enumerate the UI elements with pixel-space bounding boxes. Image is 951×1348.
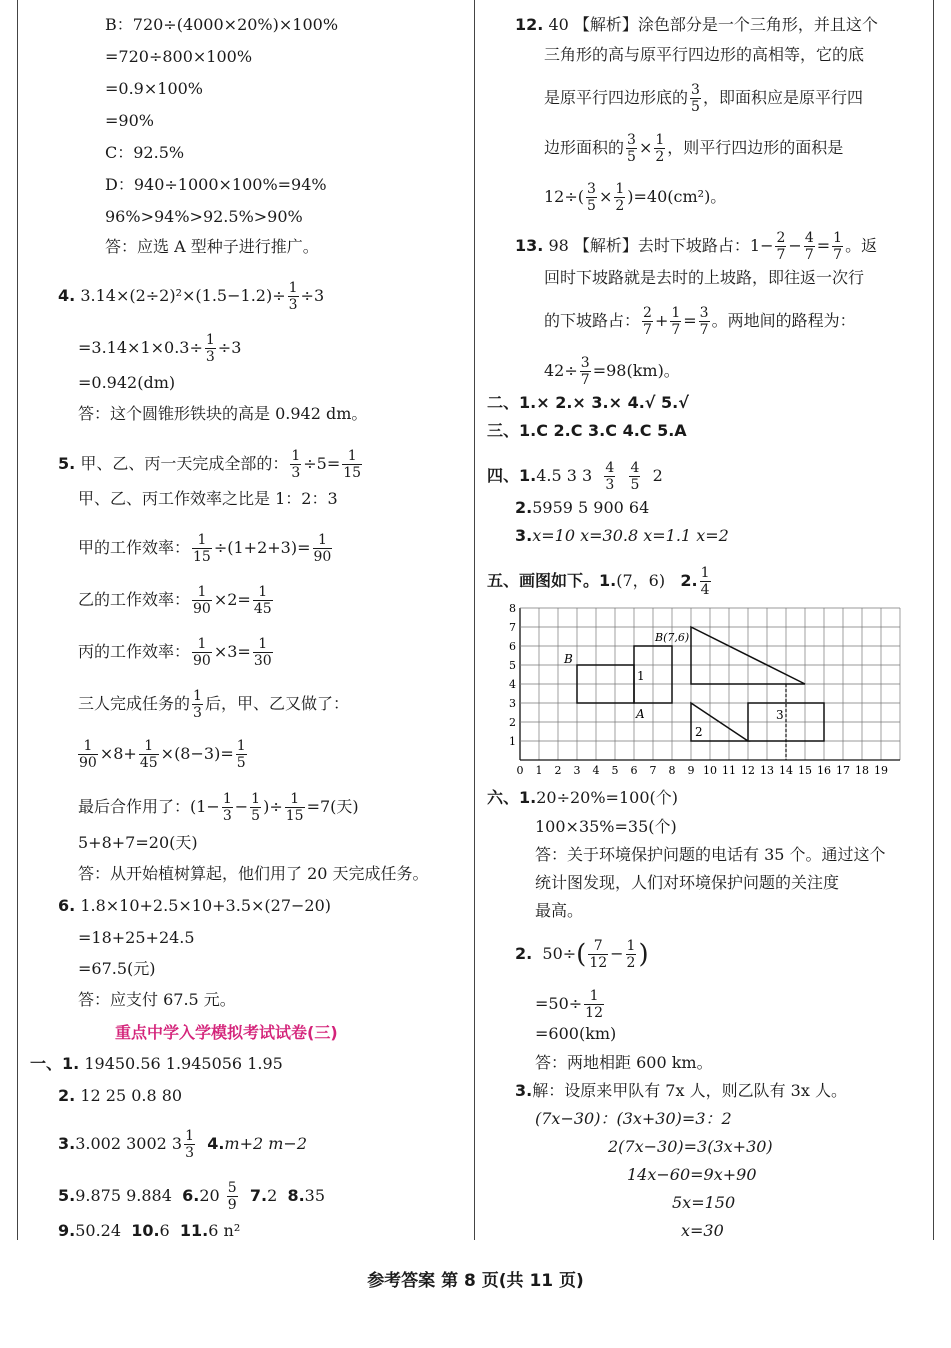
fraction: $\frac{1}{7}$ [671,305,681,338]
expr: = [683,311,697,330]
answer-line: 答：关于环境保护问题的电话有 35 个。通过这个 [535,845,886,864]
fraction: $\frac{1}{3}$ [222,791,232,824]
answer-values: x=10 x=30.8 x=1.1 x=2 [532,526,729,545]
x-tick-label: 9 [687,764,695,777]
expr: )÷ [263,797,283,816]
item-number: 3. [515,526,533,545]
question-6 [58,896,331,916]
answer-row-1 [30,1054,283,1074]
item-number: 11. [179,1221,209,1240]
answer-values: 19450.56 1.945056 1.95 [84,1054,283,1073]
expr: 后，甲、乙又做了： [204,694,349,713]
expr: ，即面积应是原平行四 [702,88,863,107]
text-line: 5+8+7=20(天) [78,833,198,852]
item-number: 2. [515,498,533,517]
fraction: $\frac{1}{90}$ [313,532,332,565]
x-tick-label: 13 [760,764,774,777]
expr: 的下坡路占： [544,311,641,330]
label-3: 3 [776,708,784,722]
answer-line: 统计图发现，人们对环境保护问题的关注度 [535,873,840,892]
item-number: 9. [58,1221,76,1240]
equation-line: 2(7x−30)=3(3x+30) [608,1137,773,1156]
x-tick-label: 10 [703,764,717,777]
y-tick-label: 2 [509,716,516,729]
text-line: 三角形的高与原平行四边形的高相等，它的底 [544,45,865,64]
question-4 [58,280,324,313]
expr: × [598,187,613,206]
expr: = [816,236,831,255]
y-tick-label: 4 [509,678,516,691]
text-line [544,132,843,165]
expr: 。返 [845,236,878,255]
expr: − [234,797,249,816]
fraction: $\frac{1}{15}$ [193,532,211,565]
answer-values: 6 [159,1221,170,1240]
answer-line: 答：应选 A 型种子进行推广。 [105,237,319,256]
expr: ，则平行四边形的面积是 [667,138,844,157]
item-number: 7. [249,1186,268,1205]
item-number: 5. [58,1186,76,1205]
explanation: 40 【解析】涂色部分是一个三角形，并且这个 [548,15,878,34]
fraction: $\frac{1}{7}$ [833,230,843,263]
label-2: 2 [695,725,703,739]
answer-values: 9.875 9.884 [75,1186,172,1205]
section-4-row-1 [487,460,663,493]
expr: ÷3 [300,286,325,305]
answer-values: 2 [267,1186,278,1205]
equation-line: x=30 [681,1221,724,1240]
fraction: $\frac{1}{3}$ [291,448,301,481]
x-tick-label: 15 [798,764,812,777]
section-6-q2: 2. 50÷( $\frac{7}{12}$ − $\frac{1}{2}$ ) [515,938,649,971]
text-line [78,584,275,617]
expr: ÷(1+2+3)= [213,538,311,557]
item-number: 3. [58,1134,76,1153]
section-3-answers: 三、1.C 2.C 3.C 4.C 5.A [487,421,687,440]
expr: 三人完成任务的 [78,694,191,713]
x-tick-label: 6 [630,764,638,777]
fraction: $\frac{3}{5}$ [627,132,636,165]
shape-rect-1 [577,646,672,703]
x-tick-label: 5 [611,764,619,777]
fraction: $\frac{1}{90}$ [193,584,211,617]
answer-row-3 [58,1128,307,1161]
grid-tick-labels [509,602,888,777]
fraction: $\frac{4}{3}$ [605,460,615,493]
text-line: 96%>94%>92.5%>90% [105,207,303,226]
answer-line: 答：两地相距 600 km。 [535,1053,713,1072]
x-tick-label: 12 [741,764,755,777]
expr: 1.8×10+2.5×10+3.5×(27−20) [80,896,332,915]
section-label: 一、 [30,1054,63,1073]
answer-row-5 [58,1180,325,1213]
expr: 边形面积的 [544,138,625,157]
expr: 。两地间的路程为： [711,311,856,330]
section-4-row-2 [515,498,649,518]
question-5 [58,448,364,481]
x-tick-label: 11 [722,764,736,777]
text-line [544,305,856,338]
fraction: $\frac{2}{7}$ [776,230,786,263]
x-tick-label: 1 [535,764,543,777]
expr: ÷5= [303,454,341,473]
answer-values: 5959 5 900 64 [532,498,650,517]
question-12 [515,15,878,35]
fraction: $\frac{3}{7}$ [699,305,709,338]
item-number: 2. [515,944,533,963]
label-a: A [636,707,645,721]
item-number: 2. [58,1086,76,1105]
text-line [76,738,249,771]
answer-line: 最高。 [535,901,584,920]
text-line: =67.5(元) [78,959,156,978]
fraction: $\frac{1}{2}$ [615,181,625,214]
answer-line: 答：从开始植树算起，他们用了 20 天完成任务。 [78,864,429,883]
answer-values: 50.24 [75,1221,122,1240]
expr: 98 【解析】去时下坡路占：1− [548,236,774,255]
answer-values: 6 n² [208,1221,241,1240]
y-tick-label: 5 [509,659,516,672]
expr: × [638,138,653,157]
expr: ×2= [213,590,251,609]
expr: ÷3 [217,338,242,357]
fraction: $\frac{3}{7}$ [580,355,590,388]
section-5-row [487,565,713,598]
expr: 是原平行四边形底的 [544,88,689,107]
section-label: 四、1. [487,466,537,485]
y-tick-label: 8 [509,602,516,615]
answer-values: 35 [304,1186,326,1205]
fraction: $\frac{1}{90}$ [79,738,97,771]
text-line: =18+25+24.5 [78,928,195,947]
paren: ) [638,939,649,970]
expr: ×(8−3)= [160,744,234,763]
x-tick-label: 2 [554,764,562,777]
x-tick-label: 19 [874,764,888,777]
question-number: 4. [58,286,76,305]
text-line: 100×35%=35(个) [535,817,677,836]
expr: 3.14×(2÷2)²×(1.5−1.2)÷ [80,286,286,305]
text-line: =600(km) [535,1024,617,1043]
expr: − [788,236,802,255]
paren: ( [576,939,587,970]
label-1: 1 [637,669,645,683]
x-tick-label: 4 [592,764,600,777]
text-line: 甲、乙、丙工作效率之比是 1：2：3 [78,489,338,508]
answer-values: 2 [652,466,663,485]
expr: 丙的工作效率： [78,642,191,661]
expr: 最后合作用了：(1− [78,797,220,816]
text-line [544,181,726,214]
fraction: $\frac{7}{12}$ [589,938,608,971]
expr: 乙的工作效率： [78,590,191,609]
x-tick-label: 8 [668,764,676,777]
fraction: $\frac{1}{3}$ [205,332,215,365]
question-13 [515,230,877,263]
question-number: 6. [58,896,76,915]
answer-values: 12 25 0.8 80 [80,1086,183,1105]
text-line: B：720÷(4000×20%)×100% [105,15,339,34]
expr: 甲的工作效率： [78,538,191,557]
fraction: $\frac{1}{12}$ [585,988,603,1021]
text-line [544,355,680,388]
fraction: $\frac{1}{15}$ [343,448,362,481]
fraction: $\frac{1}{3}$ [193,688,202,721]
expr: =7(天) [306,797,359,816]
fraction: $\frac{3}{5}$ [691,82,700,115]
fraction: $\frac{1}{2}$ [655,132,665,165]
text-line: D：940÷1000×100%=94% [105,175,327,194]
x-tick-label: 14 [779,764,793,777]
text-line [78,332,241,365]
x-tick-label: 18 [855,764,869,777]
fraction: $\frac{1}{5}$ [251,791,261,824]
answer-row-2 [58,1086,182,1106]
y-tick-label: 6 [509,640,516,653]
y-tick-label: 3 [509,697,516,710]
section-label: 五、画图如下。 [487,571,600,590]
fraction: $\frac{1}{2}$ [626,938,636,971]
fraction: $\frac{1}{5}$ [236,738,246,771]
expr: =3.14×1×0.3÷ [78,338,203,357]
section-label: 六、1. [487,788,537,807]
fraction: $\frac{4}{7}$ [804,230,814,263]
item-number: 10. [131,1221,160,1240]
text-line [544,82,863,115]
section-4-row-3 [515,526,729,546]
text-line [78,688,349,721]
expr: =50÷ [535,994,583,1013]
equation-line: 5x=150 [672,1193,736,1212]
x-tick-label: 7 [649,764,657,777]
fraction: $\frac{1}{3}$ [288,280,298,313]
item-number: 1. [62,1054,80,1073]
label-b76: B(7,6) [655,631,690,644]
fraction: $\frac{1}{45}$ [253,584,272,617]
answer-line: 答：应支付 67.5 元。 [78,990,236,1009]
column-divider-left [17,0,18,1240]
item-number: 3. [515,1081,533,1100]
text-line: =0.942(dm) [78,373,176,392]
fraction: $\frac{1}{30}$ [253,636,272,669]
expr: 甲、乙、丙一天完成全部的： [80,454,289,473]
question-number: 13. [515,236,544,255]
x-tick-label: 16 [817,764,831,777]
section-2-answers: 二、1.× 2.× 3.× 4.√ 5.√ [487,393,689,412]
text-line [535,988,606,1021]
text-line [78,636,275,669]
expr: ×8+ [99,744,137,763]
fraction: $\frac{1}{90}$ [193,636,211,669]
item-number: 8. [287,1186,305,1205]
fraction: $\frac{1}{45}$ [139,738,158,771]
question-number: 5. [58,454,76,473]
expr: 12÷( [544,187,585,206]
y-tick-label: 1 [509,735,516,748]
expr: )=40(cm²)。 [627,187,727,206]
item-number: 2. [680,571,698,590]
item-number: 1. [599,571,617,590]
answer-values: m+2 m−2 [224,1134,308,1153]
label-b: B [564,652,573,666]
x-tick-label: 17 [836,764,850,777]
question-number: 12. [515,15,544,34]
fraction: $\frac{5}{9}$ [227,1180,237,1213]
text-line: =0.9×100% [105,79,203,98]
column-divider-right [933,0,934,1240]
text-line: =90% [105,111,154,130]
expr: 42÷ [544,361,578,380]
fraction: $\frac{1}{15}$ [285,791,304,824]
text-line: =720÷800×100% [105,47,253,66]
text-line: 回时下坡路就是去时的上坡路，即往返一次行 [544,268,865,287]
x-tick-label: 0 [516,764,524,777]
answer-line: 答：这个圆锥形铁块的高是 0.942 dm。 [78,404,368,423]
answer-values: 4.5 3 3 [536,466,593,485]
fraction: $\frac{1}{4}$ [700,565,710,598]
expr: + [654,311,669,330]
equation-line: 14x−60=9x+90 [627,1165,757,1184]
fraction: $\frac{3}{5}$ [587,181,596,214]
column-divider-center [474,0,475,1240]
fraction: $\frac{2}{7}$ [643,305,652,338]
text-line: C：92.5% [105,143,185,162]
section-6-q1 [487,788,678,808]
answer-row-9 [58,1221,240,1241]
equation-line: (7x−30)：(3x+30)=3：2 [535,1109,732,1128]
expr: 解：设原来甲队有 7x 人，则乙队有 3x 人。 [532,1081,847,1100]
section-6-q3 [515,1081,847,1101]
expr: 50÷ [542,944,577,963]
expr: 20÷20%=100(个) [536,788,678,807]
answer-values: 20 [199,1186,220,1205]
expr: =98(km)。 [592,361,680,380]
section-title: 重点中学入学模拟考试试卷(三) [115,1023,338,1042]
fraction: $\frac{1}{3}$ [185,1128,195,1161]
page-footer: 参考答案 第 8 页(共 11 页) [367,1271,584,1291]
answer-values: 3.002 3002 3 [75,1134,183,1153]
item-number: 4. [207,1134,225,1153]
y-tick-label: 7 [509,621,516,634]
coordinate-grid-figure [509,600,915,780]
text-line [78,532,334,565]
item-number: 6. [182,1186,200,1205]
text-line [78,791,359,824]
expr: ×3= [213,642,251,661]
answer-values: (7，6) [616,571,666,590]
fraction: $\frac{4}{5}$ [630,460,640,493]
x-tick-label: 3 [573,764,581,777]
